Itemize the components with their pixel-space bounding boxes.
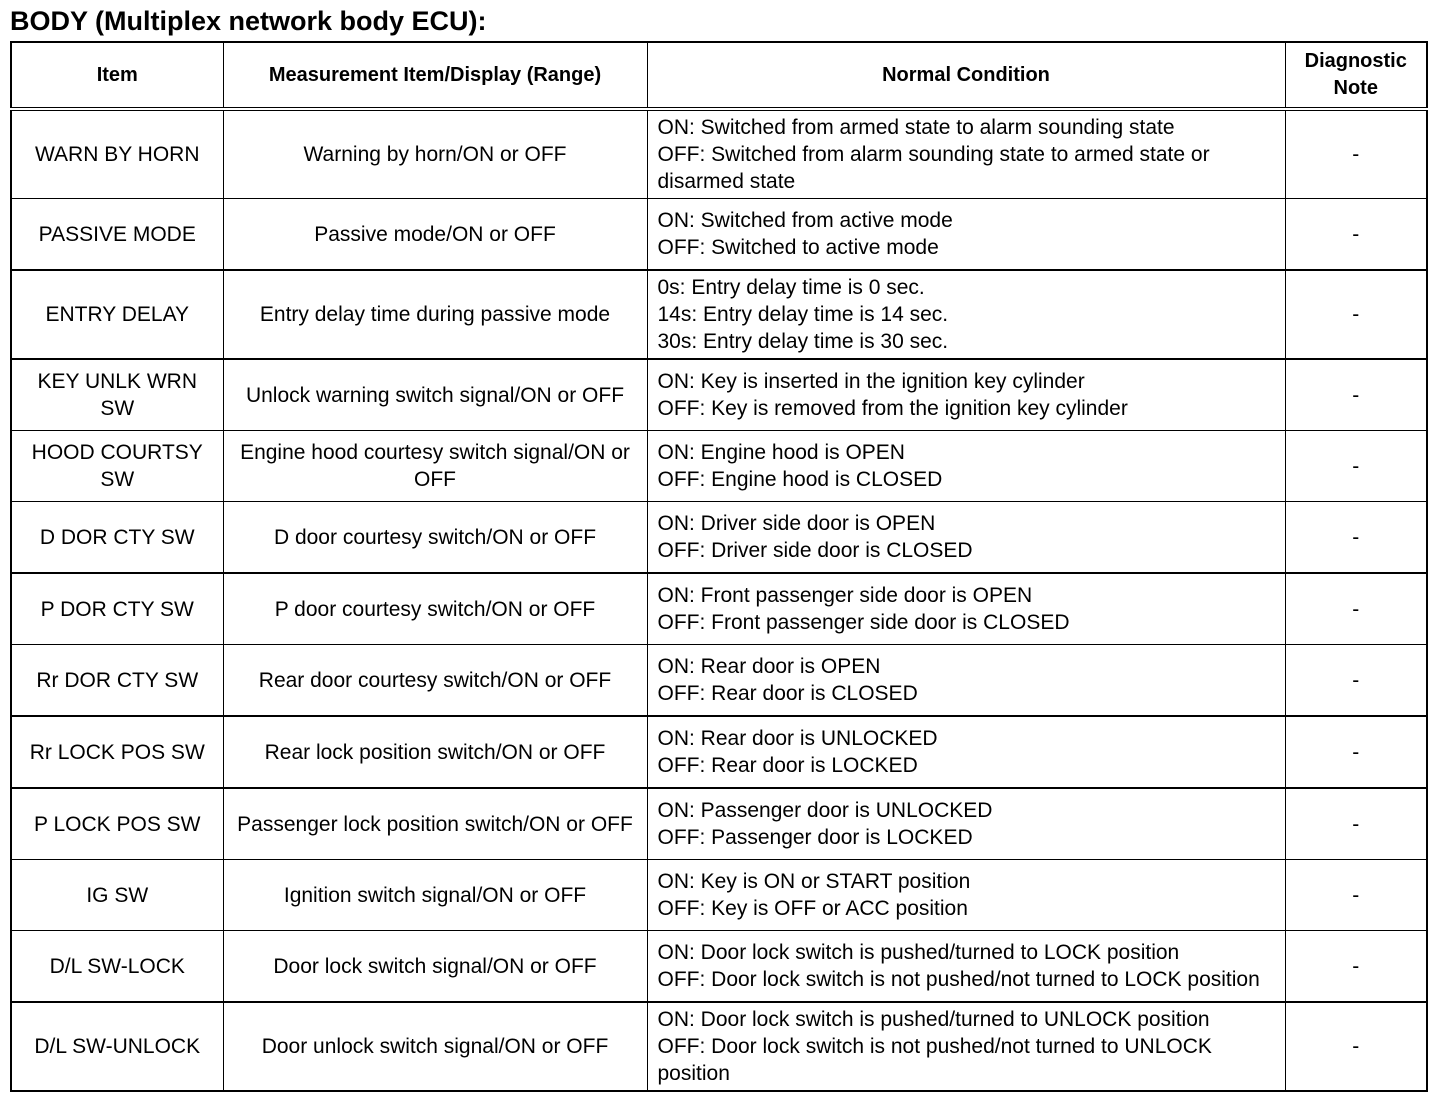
header-note-line1: Diagnostic [1304, 50, 1407, 72]
cell-item: P DOR CTY SW [11, 573, 223, 645]
header-condition: Normal Condition [647, 42, 1285, 109]
condition-line: OFF: Rear door is CLOSED [657, 682, 918, 705]
condition-line: ON: Key is ON or START position [657, 870, 971, 893]
cell-note: - [1285, 860, 1427, 931]
condition-line: ON: Passenger door is UNLOCKED [657, 799, 993, 822]
cell-item: WARN BY HORN [11, 109, 223, 199]
cell-note: - [1285, 645, 1427, 717]
condition-line: ON: Switched from armed state to alarm sounding state [657, 116, 1175, 139]
table-row [11, 359, 1427, 431]
cell-condition [647, 931, 1285, 1003]
cell-item: Rr DOR CTY SW [11, 645, 223, 717]
cell-range: Rear lock position switch/ON or OFF [223, 716, 647, 788]
cell-note: - [1285, 1002, 1427, 1091]
condition-line: OFF: Key is OFF or ACC position [657, 897, 968, 920]
condition-line: OFF: Switched to active mode [657, 236, 939, 259]
cell-item: KEY UNLK WRN SW [11, 359, 223, 431]
cell-range: Passenger lock position switch/ON or OFF [223, 788, 647, 860]
table-row [11, 1002, 1427, 1091]
data-table [10, 41, 1428, 1092]
cell-range: D door courtesy switch/ON or OFF [223, 502, 647, 574]
cell-range: Engine hood courtesy switch signal/ON or OFF [223, 431, 647, 502]
cell-condition [647, 788, 1285, 860]
table-row [11, 788, 1427, 860]
header-note-line2: Note [1333, 77, 1378, 99]
cell-item: D/L SW-LOCK [11, 931, 223, 1003]
cell-note: - [1285, 109, 1427, 199]
header-note [1285, 42, 1427, 109]
cell-range: Door unlock switch signal/ON or OFF [223, 1002, 647, 1091]
condition-line: ON: Key is inserted in the ignition key cylinder [657, 370, 1085, 393]
table-row [11, 502, 1427, 574]
cell-range: P door courtesy switch/ON or OFF [223, 573, 647, 645]
cell-condition [647, 860, 1285, 931]
cell-condition [647, 1002, 1285, 1091]
cell-condition [647, 502, 1285, 574]
cell-condition [647, 359, 1285, 431]
cell-note: - [1285, 359, 1427, 431]
condition-line: OFF: Driver side door is CLOSED [657, 539, 973, 562]
table-row [11, 270, 1427, 359]
cell-range: Entry delay time during passive mode [223, 270, 647, 359]
condition-line: ON: Door lock switch is pushed/turned to UNLOCK position [657, 1008, 1210, 1031]
condition-line: OFF: Key is removed from the ignition key cylinder [657, 397, 1128, 420]
table-row [11, 931, 1427, 1003]
cell-condition [647, 109, 1285, 199]
cell-item: P LOCK POS SW [11, 788, 223, 860]
condition-line: OFF: Passenger door is LOCKED [657, 826, 973, 849]
header-range: Measurement Item/Display (Range) [223, 42, 647, 109]
cell-range: Door lock switch signal/ON or OFF [223, 931, 647, 1003]
cell-condition [647, 573, 1285, 645]
cell-note: - [1285, 788, 1427, 860]
cell-range: Unlock warning switch signal/ON or OFF [223, 359, 647, 431]
condition-line: 30s: Entry delay time is 30 sec. [657, 330, 949, 353]
condition-line: ON: Switched from active mode [657, 209, 953, 232]
table-row [11, 431, 1427, 502]
table-row [11, 109, 1427, 199]
cell-condition [647, 199, 1285, 271]
cell-item: ENTRY DELAY [11, 270, 223, 359]
cell-item: D/L SW-UNLOCK [11, 1002, 223, 1091]
cell-note: - [1285, 573, 1427, 645]
condition-line: 0s: Entry delay time is 0 sec. [657, 276, 925, 299]
cell-item: PASSIVE MODE [11, 199, 223, 271]
table-row [11, 573, 1427, 645]
table-row [11, 860, 1427, 931]
table-row [11, 716, 1427, 788]
cell-note: - [1285, 502, 1427, 574]
cell-note: - [1285, 199, 1427, 271]
table-row [11, 645, 1427, 717]
table-body [11, 109, 1427, 1091]
header-row [11, 42, 1427, 109]
condition-line: ON: Front passenger side door is OPEN [657, 584, 1033, 607]
condition-line: OFF: Front passenger side door is CLOSED [657, 611, 1070, 634]
cell-range: Rear door courtesy switch/ON or OFF [223, 645, 647, 717]
condition-line: ON: Engine hood is OPEN [657, 441, 905, 464]
header-item: Item [11, 42, 223, 109]
condition-line: ON: Door lock switch is pushed/turned to LOCK position [657, 941, 1180, 964]
cell-item: HOOD COURTSY SW [11, 431, 223, 502]
table-row [11, 199, 1427, 271]
cell-condition [647, 716, 1285, 788]
cell-note: - [1285, 716, 1427, 788]
cell-condition [647, 431, 1285, 502]
condition-line: OFF: Engine hood is CLOSED [657, 468, 943, 491]
cell-condition [647, 645, 1285, 717]
condition-line: OFF: Rear door is LOCKED [657, 754, 918, 777]
cell-note: - [1285, 931, 1427, 1003]
condition-line: OFF: Door lock switch is not pushed/not turned to UNLOCK position [657, 1035, 1212, 1085]
condition-line: ON: Rear door is OPEN [657, 655, 881, 678]
page-title: BODY (Multiplex network body ECU): [10, 6, 487, 36]
condition-line: 14s: Entry delay time is 14 sec. [657, 303, 949, 326]
cell-item: IG SW [11, 860, 223, 931]
condition-line: OFF: Door lock switch is not pushed/not turned to LOCK position [657, 968, 1260, 991]
cell-note: - [1285, 270, 1427, 359]
condition-line: ON: Driver side door is OPEN [657, 512, 936, 535]
cell-note: - [1285, 431, 1427, 502]
cell-range: Warning by horn/ON or OFF [223, 109, 647, 199]
cell-item: D DOR CTY SW [11, 502, 223, 574]
cell-range: Passive mode/ON or OFF [223, 199, 647, 271]
condition-line: OFF: Switched from alarm sounding state to armed state or disarmed state [657, 143, 1210, 193]
cell-item: Rr LOCK POS SW [11, 716, 223, 788]
cell-condition [647, 270, 1285, 359]
condition-line: ON: Rear door is UNLOCKED [657, 727, 938, 750]
cell-range: Ignition switch signal/ON or OFF [223, 860, 647, 931]
